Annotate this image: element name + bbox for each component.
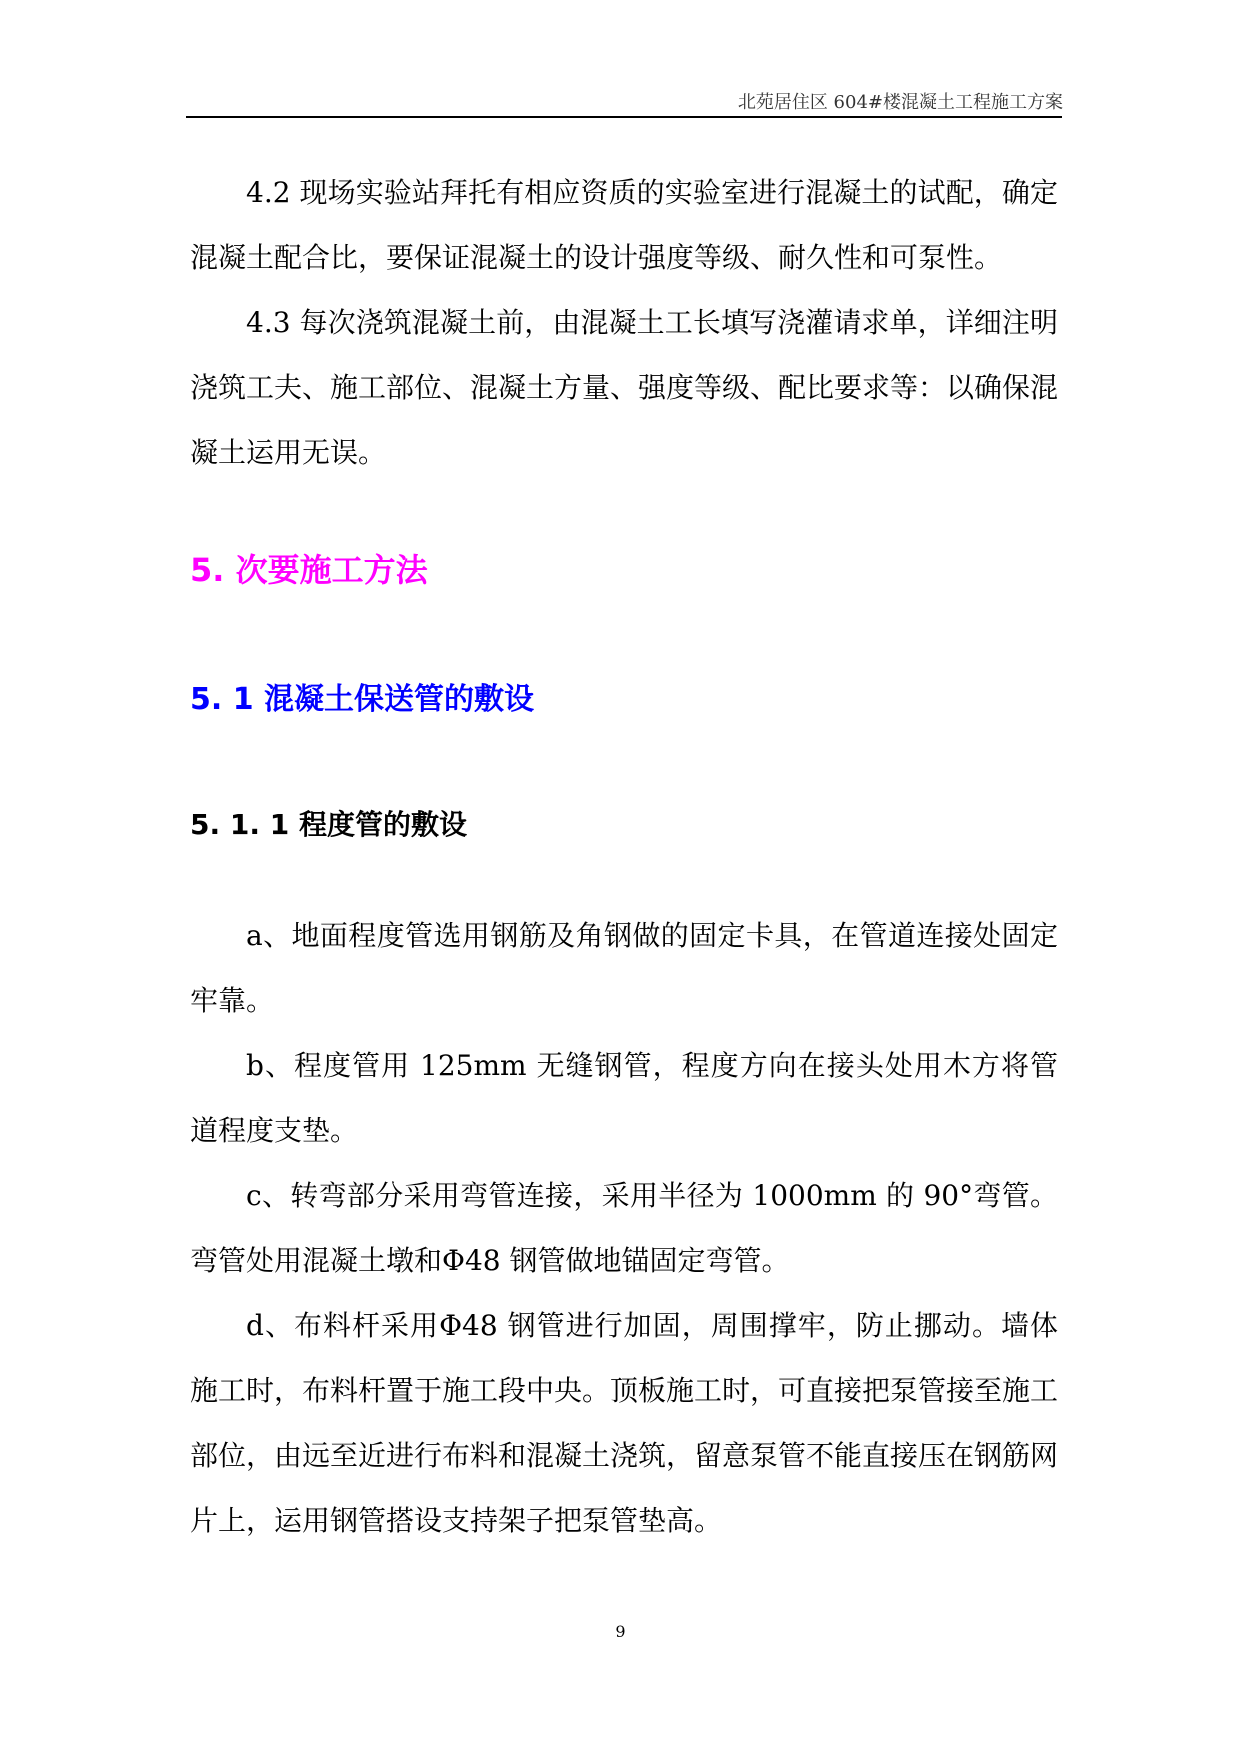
page-number: 9 — [615, 1622, 626, 1641]
paragraph-c: c、转弯部分采用弯管连接，采用半径为 1000mm 的 90°弯管。弯管处用混凝土墩和Φ48 钢管做地锚固定弯管。 — [190, 1179, 1058, 1277]
heading-section-5-1: 5. 1 混凝土保送管的敷设 — [190, 682, 535, 717]
heading-section-5: 5. 次要施工方法 — [190, 551, 428, 589]
paragraph-a: a、地面程度管选用钢筋及角钢做的固定卡具，在管道连接处固定牢靠。 — [190, 919, 1058, 1017]
running-header: 北苑居住区 604#楼混凝土工程施工方案 — [737, 92, 1063, 113]
header-divider — [186, 116, 1062, 118]
paragraph-4-3: 4.3 每次浇筑混凝土前，由混凝土工长填写浇灌请求单，详细注明浇筑工夫、施工部位、混凝土方量、强度等级、配比要求等：以确保混凝土运用无误。 — [190, 306, 1059, 469]
heading-section-5-1-1: 5. 1. 1 程度管的敷设 — [190, 808, 467, 841]
paragraph-b: b、程度管用 125mm 无缝钢管，程度方向在接头处用木方将管道程度支垫。 — [190, 1049, 1058, 1147]
page-body — [190, 160, 1058, 1553]
paragraph-d: d、布料杆采用Φ48 钢管进行加固，周围撑牢，防止挪动。墙体施工时，布料杆置于施工段中央。顶板施工时，可直接把泵管接至施工部位，由远至近进行布料和混凝土浇筑，留意泵管不能直接压在钢筋网片上，运用钢管搭设支持架子把泵管垫高。 — [190, 1309, 1059, 1537]
paragraph-4-2: 4.2 现场实验站拜托有相应资质的实验室进行混凝土的试配，确定混凝土配合比，要保证混凝土的设计强度等级、耐久性和可泵性。 — [190, 176, 1058, 274]
